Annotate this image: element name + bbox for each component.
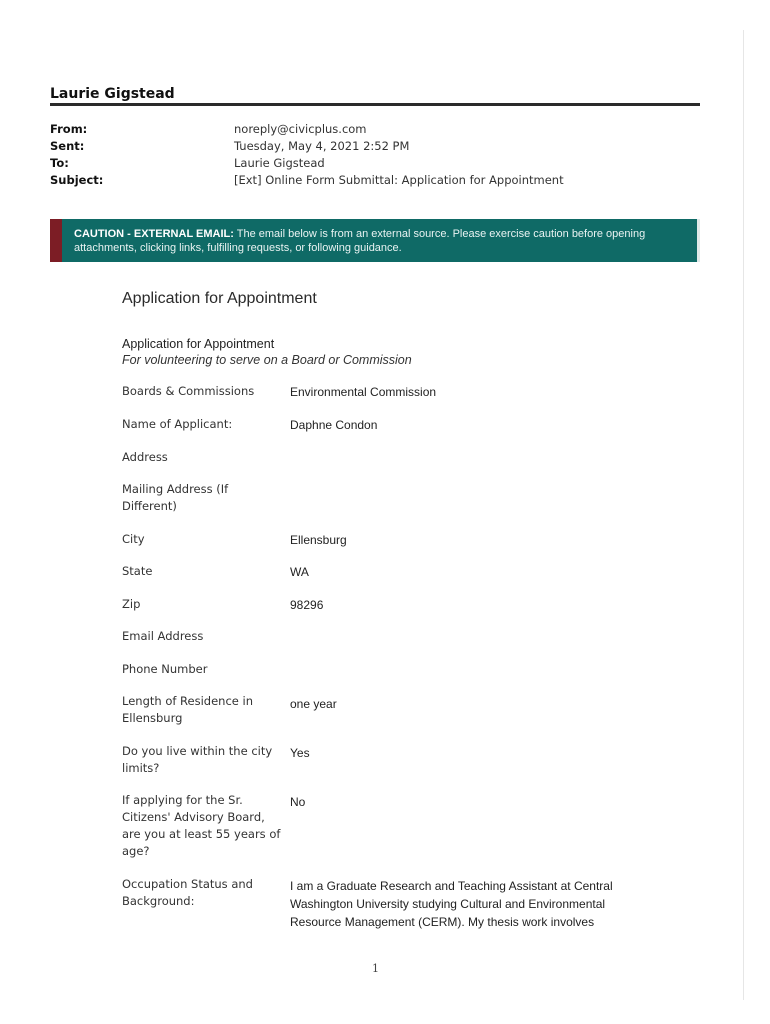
meta-from-row [50,121,710,138]
caution-message: The email below is from an external source. Please exercise caution before opening attachments, clicking links, fulfilling requests, or following guidance. [74,228,646,254]
to-label: To: [50,156,69,170]
field-label-residence-length: Length of Residence in Ellensburg [122,694,253,725]
field-value-occupation: I am a Graduate Research and Teaching Assistant at Central Washington University studying Cultural and Environmental Resource Management (CERM). My thesis work involves [290,879,613,929]
field-value-city-limits: Yes [290,746,310,760]
field-label-email: Email Address [122,629,204,643]
field-label-boards: Boards & Commissions [122,384,255,398]
form-title: Application for Appointment [122,290,317,307]
caution-banner-edge [697,219,700,262]
field-value-senior-age: No [290,795,306,809]
page-number: 1 [372,962,379,975]
field-value-zip: 98296 [290,598,324,612]
header-divider [50,103,700,106]
field-label-city-limits: Do you live within the city limits? [122,744,273,775]
sender-header-name: Laurie Gigstead [50,86,175,102]
meta-to-row [50,155,710,172]
meta-subject-row [50,172,710,189]
page-edge [743,30,744,1000]
field-label-applicant-name: Name of Applicant: [122,417,233,431]
field-label-zip: Zip [122,597,141,611]
field-value-applicant-name: Daphne Condon [290,418,378,432]
from-value: noreply@civicplus.com [234,122,367,136]
caution-text-block [74,227,690,255]
to-value: Laurie Gigstead [234,156,325,170]
email-metadata [50,121,710,189]
field-value-residence-length: one year [290,697,337,711]
field-value-city: Ellensburg [290,533,347,547]
form-subheading: For volunteering to serve on a Board or Commission [122,353,412,367]
field-label-city: City [122,532,145,546]
field-label-occupation: Occupation Status and Background: [122,877,253,908]
field-value-state: WA [290,565,309,579]
field-label-phone: Phone Number [122,662,208,676]
field-label-mailing-address: Mailing Address (If Different) [122,482,229,513]
sent-value: Tuesday, May 4, 2021 2:52 PM [234,139,410,153]
subject-value: [Ext] Online Form Submittal: Application for Appointment [234,173,564,187]
field-label-address: Address [122,450,168,464]
subject-label: Subject: [50,173,104,187]
external-email-caution-banner [50,219,700,262]
field-label-senior-age: If applying for the Sr. Citizens' Advisory Board, are you at least 55 years of age? [122,793,281,858]
caution-heading: CAUTION - EXTERNAL EMAIL: [74,228,234,240]
form-heading: Application for Appointment [122,337,275,351]
meta-sent-row [50,138,710,155]
sent-label: Sent: [50,139,85,153]
from-label: From: [50,122,88,136]
field-value-boards: Environmental Commission [290,385,437,399]
field-label-state: State [122,564,153,578]
